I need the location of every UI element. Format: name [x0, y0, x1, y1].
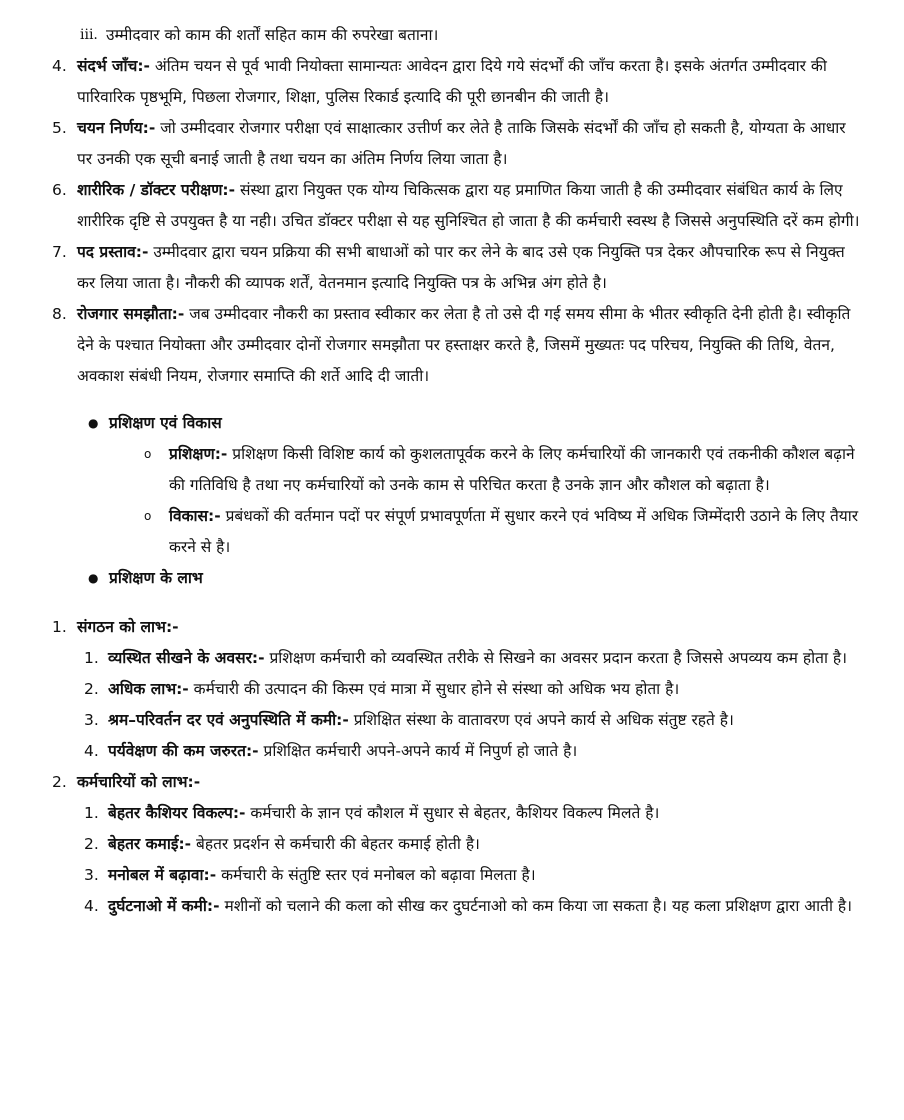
- list-item: [0, 175, 904, 237]
- item-number: 2.: [84, 835, 99, 853]
- item-body: [77, 175, 864, 237]
- item-body: [108, 891, 864, 922]
- group-title: कर्मचारियों को लाभ:-: [77, 773, 201, 791]
- item-body: [108, 829, 864, 860]
- benefit-item: [0, 705, 904, 736]
- item-text: मशीनों को चलाने की कला को सीख कर दुघर्टनाओ को कम किया जा सकता है। यह कला प्रशिक्षण द्वारा आती है।: [219, 897, 853, 915]
- benefit-item: [0, 643, 904, 674]
- group-number: 2.: [52, 773, 67, 791]
- list-item: [0, 20, 904, 51]
- item-title: श्रम–परिवर्तन दर एवं अनुपस्थिति में कमी:-: [108, 711, 349, 729]
- item-title: पर्यवेक्षण की कम जरुरत:-: [108, 742, 259, 760]
- item-title: व्यस्थित सीखने के अवसर:-: [108, 649, 265, 667]
- item-number: 4.: [52, 57, 67, 75]
- item-text: संस्था द्वारा नियुक्त एक योग्य चिकित्सक द्वारा यह प्रमाणित किया जाती है की उम्मीदवार संबंधित कार्य के लिए शारीरिक दृष्टि से उपयुक्त है या नही। उचित डॉक्टर परीक्षा से यह सुनिश्चित हो जाता है की कर्मचारी स्वस्थ है जिससे अनुपस्थिति दरें कम होगी।: [77, 181, 860, 230]
- sub-bullet-item: [0, 501, 904, 563]
- item-number: 3.: [84, 711, 99, 729]
- item-text: प्रशिक्षण किसी विशिष्ट कार्य को कुशलतापूर्वक करने के लिए कर्मचारियों की जानकारी एवं तकनीकी कौशल बढ़ाने की गतिविधि है तथा नए कर्मचारियों को उनके काम से परिचित करता है उनके ज्ञान और कौशल को बढ़ाता है।: [169, 445, 855, 494]
- item-title: विकास:-: [169, 507, 221, 525]
- group-number: 1.: [52, 618, 67, 636]
- list-item: [0, 113, 904, 175]
- benefit-item: [0, 736, 904, 767]
- item-body: [77, 51, 864, 113]
- benefit-item: [0, 798, 904, 829]
- item-text: उम्मीदवार को काम की शर्तों सहित काम की रुपरेखा बताना।: [106, 26, 439, 44]
- list-item: [0, 237, 904, 299]
- item-title: शारीरिक / डॉक्टर परीक्षण:-: [77, 181, 236, 199]
- item-number: 4.: [84, 742, 99, 760]
- training-development-section: [0, 408, 904, 594]
- item-number: 2.: [84, 680, 99, 698]
- item-body: [108, 674, 864, 705]
- item-number: 3.: [84, 866, 99, 884]
- benefits-section: [0, 612, 904, 922]
- section-heading: प्रशिक्षण एवं विकास: [109, 414, 222, 432]
- item-title: मनोबल में बढ़ावा:-: [108, 866, 217, 884]
- bullet-icon: ●: [88, 571, 99, 585]
- benefit-item: [0, 891, 904, 922]
- item-text: प्रबंधकों की वर्तमान पदों पर संपूर्ण प्रभावपूर्णता में सुधार करने एवं भविष्य में अधिक जिम्मेंदारी उठाने के लिए तैयार करने से है।: [169, 507, 859, 556]
- circle-bullet-icon: o: [144, 447, 152, 461]
- bullet-heading: [0, 563, 904, 594]
- list-item: [0, 51, 904, 113]
- item-title: रोजगार समझौता:-: [77, 305, 185, 323]
- item-number: 7.: [52, 243, 67, 261]
- item-number: iii.: [80, 27, 98, 43]
- item-text: कर्मचारी की उत्पादन की किस्म एवं मात्रा में सुधार होने से संस्था को अधिक भय होता है।: [188, 680, 680, 698]
- benefit-group-heading: [0, 767, 904, 798]
- item-text: जब उम्मीदवार नौकरी का प्रस्ताव स्वीकार कर लेता है तो उसे दी गई समय सीमा के भीतर स्वीकृति देनी होती है। स्वीकृति देने के पश्चात नियोक्ता और उम्मीदवार दोनों रोजगार समझौता पर हस्ताक्षर करते है, जिसमें मुख्यतः पद परिचय, नियुक्ति की तिथि, वेतन, अवकाश संबंधी नियम, रोजगार समाप्ति की शर्ते आदि दी जाती।: [77, 305, 851, 385]
- item-text: कर्मचारी के ज्ञान एवं कौशल में सुधार से बेहतर, कैशियर विकल्प मिलते है।: [245, 804, 660, 822]
- item-text: जो उम्मीदवार रोजगार परीक्षा एवं साक्षात्कार उत्तीर्ण कर लेते है ताकि जिसके संदर्भों की जाँच हो सकती है, योग्यता के आधार पर उनकी एक सूची बनाई जाती है तथा चयन का अंतिम निर्णय लिया जाता है।: [77, 119, 846, 168]
- item-number: 8.: [52, 305, 67, 323]
- item-title: अधिक लाभ:-: [108, 680, 189, 698]
- item-text: उम्मीदवार द्वारा चयन प्रक्रिया की सभी बाधाओं को पार कर लेने के बाद उसे एक नियुक्ति पत्र देकर औपचारिक रूप से नियुक्त कर लिया जाता है। नौकरी की व्यापक शर्तें, वेतनमान इत्यादि नियुक्ति पत्र के अभिन्न अंग होते है।: [77, 243, 845, 292]
- item-title: चयन निर्णय:-: [77, 119, 156, 137]
- item-number: 4.: [84, 897, 99, 915]
- sub-bullet-item: [0, 439, 904, 501]
- item-text: प्रशिक्षित संस्था के वातावरण एवं अपने कार्य से अधिक संतुष्ट रहते है।: [348, 711, 734, 729]
- item-body: [108, 705, 864, 736]
- item-body: [108, 643, 864, 674]
- section-heading: प्रशिक्षण के लाभ: [109, 569, 203, 587]
- item-title: बेहतर कैशियर विकल्प:-: [108, 804, 246, 822]
- item-body: [108, 798, 864, 829]
- group-title: संगठन को लाभ:-: [77, 618, 179, 636]
- item-body: [169, 439, 864, 501]
- benefit-group-heading: [0, 612, 904, 643]
- item-number: 1.: [84, 649, 99, 667]
- item-number: 5.: [52, 119, 67, 137]
- benefit-item: [0, 829, 904, 860]
- item-body: [169, 501, 864, 563]
- item-text: प्रशिक्षण कर्मचारी को व्यवस्थित तरीके से सिखने का अवसर प्रदान करता है जिससे अपव्यय कम होता है।: [264, 649, 847, 667]
- selection-steps-list: [0, 51, 904, 392]
- item-body: [108, 860, 864, 891]
- bullet-icon: ●: [88, 416, 99, 430]
- item-text: कर्मचारी के संतुष्टि स्तर एवं मनोबल को बढ़ावा मिलता है।: [216, 866, 536, 884]
- item-title: संदर्भ जाँच:-: [77, 57, 150, 75]
- item-title: दुर्घटनाओ में कमी:-: [108, 897, 220, 915]
- item-body: [77, 237, 864, 299]
- bullet-heading: [0, 408, 904, 439]
- item-number: 1.: [84, 804, 99, 822]
- item-text: प्रशिक्षित कर्मचारी अपने-अपने कार्य में निपुर्ण हो जाते है।: [258, 742, 578, 760]
- item-body: [77, 113, 864, 175]
- item-text: बेहतर प्रदर्शन से कर्मचारी की बेहतर कमाई होती है।: [191, 835, 480, 853]
- benefit-item: [0, 674, 904, 705]
- item-title: बेहतर कमाई:-: [108, 835, 192, 853]
- item-number: 6.: [52, 181, 67, 199]
- circle-bullet-icon: o: [144, 509, 152, 523]
- item-text: अंतिम चयन से पूर्व भावी नियोक्ता सामान्यतः आवेदन द्वारा दिये गये संदर्भों की जाँच करता है। इसके अंतर्गत उम्मीदवार की पारिवारिक पृष्ठभूमि, पिछला रोजगार, शिक्षा, पुलिस रिकार्ड इत्यादि की पूरी छानबीन की जाती है।: [77, 57, 827, 106]
- item-body: [77, 299, 864, 392]
- list-item: [0, 299, 904, 392]
- item-title: प्रशिक्षण:-: [169, 445, 228, 463]
- item-body: [108, 736, 864, 767]
- item-title: पद प्रस्ताव:-: [77, 243, 149, 261]
- benefit-item: [0, 860, 904, 891]
- roman-list: [0, 20, 904, 51]
